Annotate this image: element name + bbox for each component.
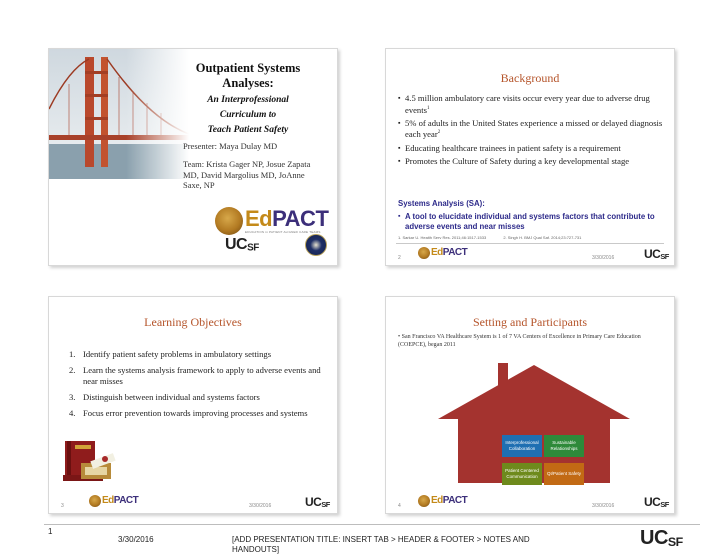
ucsf-logo: UCSF [644,247,669,262]
edpact-seal-icon [89,495,101,507]
systems-analysis-block [398,199,668,232]
subtitle-line: Teach Patient Safety [207,125,289,135]
edpact-logo: EdPACT [418,247,467,259]
subtitle-line: An Interprofessional [207,95,289,105]
systems-analysis-item: ▪ A tool to elucidate individual and systems factors that contribute to adverse events and near misses [398,212,668,232]
references [398,235,597,240]
slide-1-title-text: Outpatient Systems Analyses: [195,61,301,90]
page-footer-note: [ADD PRESENTATION TITLE: INSERT TAB > HEADER & FOOTER > NOTES AND HANDOUTS] [232,535,530,554]
ucsf-logo: UCSF [225,236,259,254]
list-item: ▪ 4.5 million ambulatory care visits occur every year due to adverse drug events$^1$ [398,93,668,115]
ucsf-logo: UCSF [644,495,669,510]
reference: 2. Singh H. BMJ Qual Saf. 2014;23:727-731 [503,235,582,240]
slide-2-heading: Background [500,71,560,85]
edpact-seal-icon [418,247,430,259]
footer-divider [396,243,664,244]
list-item: 3. Distinguish between individual and systems factors [69,392,260,402]
reference: 1. Sarkar U. Health Serv Res. 2011;46:1517-1533 [398,235,487,240]
books-diploma-image [61,427,123,485]
objectives-list [69,349,331,424]
golden-gate-bridge-image [49,49,189,179]
slide-4-setting-participants[interactable] [385,296,675,514]
slide-number: 2 [398,255,401,261]
box-interprofessional-collaboration: Interprofessional Collaboration [502,435,542,457]
list-item: 1. Identify patient safety problems in ambulatory settings [69,349,272,359]
slide-3-heading: Learning Objectives [144,315,242,329]
presenter-text: Presenter: Maya Dulay MD [183,141,278,151]
list-item: ▪ 5% of adults in the United States experience a missed or delayed diagnosis each year$^2$ [398,118,668,140]
edpact-logo [215,207,328,235]
list-item: 4. Focus error prevention towards improving processes and systems [69,408,308,418]
edpact-wordmark: EdPACT [245,206,329,231]
edpact-logo: EdPACT [89,495,138,507]
ucsf-logo: UCSF [640,527,683,549]
edpact-seal-icon [418,495,430,507]
subtitle-line: Curriculum to [219,110,277,120]
list-item: 2. Learn the systems analysis framework to apply to adverse events and near misses [69,365,321,386]
list-item: ▪ Promotes the Culture of Safety during a key developmental stage [398,156,668,167]
box-sustainable-relationships: Sustainable Relationships [544,435,584,457]
systems-analysis-heading: Systems Analysis (SA): [398,199,485,208]
box-qi-patient-safety: QI/Patient Safety [544,463,584,485]
slide-3-learning-objectives[interactable] [48,296,338,514]
va-seal-icon [305,234,327,256]
slide-date: 3/30/2016 [592,255,615,261]
slide-date: 3/30/2016 [249,503,272,509]
team-text: Team: Krista Gager NP, Josue Zapata MD, David Margolius MD, JoAnne Saxe, NP [183,159,311,190]
slide-date: 3/30/2016 [592,503,615,509]
slide-4-heading: Setting and Participants [473,315,587,329]
slide-1-subtitle [169,93,327,138]
slide-2-background[interactable] [385,48,675,266]
edpact-seal-icon [215,207,243,235]
edpact-tagline: EDUCATION in PATIENT ALIGNED CARE TEAMS [245,230,321,234]
ucsf-logo: UCSF [305,495,330,510]
page-date: 3/30/2016 [118,535,154,544]
edpact-logo: EdPACT [418,495,467,507]
page-footer-divider [44,524,700,525]
background-list [398,93,668,170]
slide-1-title[interactable] [48,48,338,266]
page-number: 1 [48,527,53,536]
setting-bullet: • San Francisco VA Healthcare System is 1 of 7 VA Centers of Excellence in Primary Care Education (COEPCE), began 2011 [398,334,641,348]
slide-number: 4 [398,503,401,509]
slide-number: 3 [61,503,64,509]
list-item: ▪ Educating healthcare trainees in patient safety is a requirement [398,143,668,154]
box-patient-centered-communication: Patient Centered Communication [502,463,542,485]
